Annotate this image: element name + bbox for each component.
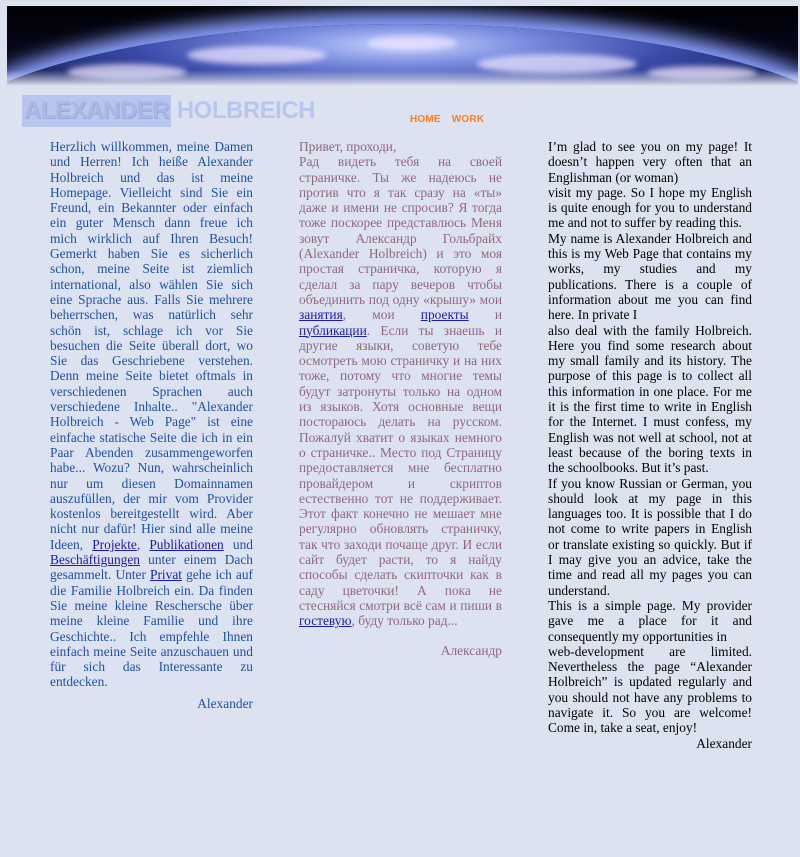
logo-last-name: HOLBREICH bbox=[176, 97, 316, 124]
german-signature: Alexander bbox=[197, 695, 253, 711]
link-publikacii[interactable]: публикации bbox=[299, 322, 367, 338]
russian-column bbox=[299, 139, 502, 658]
german-text bbox=[50, 139, 253, 690]
english-column bbox=[548, 139, 752, 751]
link-zanyatiya[interactable]: занятия bbox=[299, 307, 343, 323]
link-proekty[interactable]: проекты bbox=[420, 307, 469, 323]
logo-first-name: ALEXANDER bbox=[22, 95, 171, 127]
earth-banner-image bbox=[7, 6, 798, 86]
russian-text-part2: . Если ты знаешь и другие языки, советую тебе осмотреть мою страничку и на них тоже, потому что многие темы будут затронуты только на одном из языков. Хотя основные вещи постораюсь делать на русском. Пожалуй хватит о языках немного о страничке.. Место под Страницу предоставляется мне бесплатно провайдером и скриптов естественно тот не поддерживает. Этот факт конечно не мешает мне регулярно обновлять страничку, так что заходи почаще друг. И если сайт будет расти, то я найду способы сделать скипточки как в саду цветочки! А пока не стесняйся смотри всё сам и пиши в bbox=[299, 322, 502, 613]
link-privat[interactable]: Privat bbox=[150, 567, 183, 583]
link-gostevuyu[interactable]: гостевую bbox=[299, 613, 352, 629]
german-text-part3: gehe ich auf die Familie Holbreich ein. Da finden Sie meine kleine Reschersche über meine kleine Familie und ihre Geschichte.. Ich empfehle Ihnen einfach meine Seite anzuschauen und für sich das Interessante zu entdecken. bbox=[50, 567, 253, 690]
link-beschaeftigungen[interactable]: Beschäftigungen bbox=[50, 552, 140, 568]
site-logo[interactable] bbox=[22, 97, 315, 125]
german-text-part1: Herzlich willkommen, meine Damen und Herren! Ich heiße Alexander Holbreich und das ist meine Homepage. Vielleicht sind Sie ein Freund, ein Bekannter oder einfach ein guter Mensch dann freue ich mich wirklich auf Ihren Besuch! Gemerkt haben Sie es sicherlich schon, meine Seite ist ziemlich international, also wählen Sie sich eine Sprache aus. Falls Sie mehrere beherrschen, was natürlich sehr schön ist, schlage ich vor Sie besuchen die Seite überall dort, wo Sie das Geschriebene verstehen. Denn meine Seite bietet oftmals in verschiedenen Sprachen auch verschiedene Inhalte.. "Alexander Holbreich - Web Page" ist eine einfache statische Seite die ich in ein Paar Abenden zusammengeworfen habe... Wozu? Nun, wahrscheinlich nur um diesen Domainnamen auszufüllen, der mir vom Provider kostenlos bereitgestellt wird. Aber nicht nur dafür! Hier sind alle meine Ideen, bbox=[50, 139, 253, 552]
english-text: I’m glad to see you on my page! It doesn’t happen very often that an Englishman (or woman) visit my page. So I hope my English is quite enough for you to understand me and not to suffer by reading this. My name is Alexander Holbreich and this is my Web Page that contains my works, my studies and my publications. There is a couple of information about me you can find here. In private I also deal with the family Holbreich. Here you find some research about my small family and its history. The purpose of this page is to collect all this information in one place. For me it is the first time to write in English for the Internet. I must confess, my English was not well at school, not at least because of the boring texts in the schoolbooks. But it’s past. If you know Russian or German, you should look at my page in this languages too. It is possible that I do not come to write papers in English or translate existing so quickly. But if I may give you an advice, take the time and read all my pages you can understand. This is a simple page. My provider gave me a place for it and consequently my opportunities in web-development are limited. Nevertheless the page “Alexander Holbreich” is updated regularly and you should not have any problems to navigate it. So you are welcome! Come in, take a seat, enjoy! bbox=[548, 139, 752, 736]
banner-fade bbox=[7, 70, 798, 86]
german-column bbox=[50, 139, 253, 711]
top-nav bbox=[410, 114, 492, 125]
russian-text-part3: , буду только рад... bbox=[351, 613, 458, 629]
german-sep2: und bbox=[223, 536, 253, 552]
russian-text bbox=[299, 139, 502, 629]
german-text-part2: unter einem Dach gesammelt. Unter bbox=[50, 552, 253, 583]
russian-sep1: , мои bbox=[342, 307, 421, 323]
russian-text-part1: Привет, проходи, Рад видеть тебя на своей страничке. Ты же надеюсь не против что я так сразу на «ты» даже и имени не спросив? Я тогда тоже поскорее представлюсь Меня зовут Александр Гольбрайх (Alexander Holbreich) и это моя простая страничка, которую я сделал за пару вечеров чтобы объединить под одну «крышу» мои bbox=[299, 139, 502, 307]
cloud-shape bbox=[187, 46, 327, 64]
cloud-shape bbox=[367, 36, 457, 50]
link-projekte[interactable]: Projekte bbox=[92, 536, 137, 552]
nav-home-link[interactable]: HOME bbox=[410, 114, 441, 125]
link-publikationen[interactable]: Publikationen bbox=[149, 536, 224, 552]
english-signature: Alexander bbox=[696, 735, 752, 751]
german-sep1: , bbox=[136, 536, 150, 552]
nav-work-link[interactable]: WORK bbox=[451, 114, 485, 125]
russian-sep2: и bbox=[468, 307, 502, 323]
russian-signature: Александр bbox=[440, 642, 502, 658]
